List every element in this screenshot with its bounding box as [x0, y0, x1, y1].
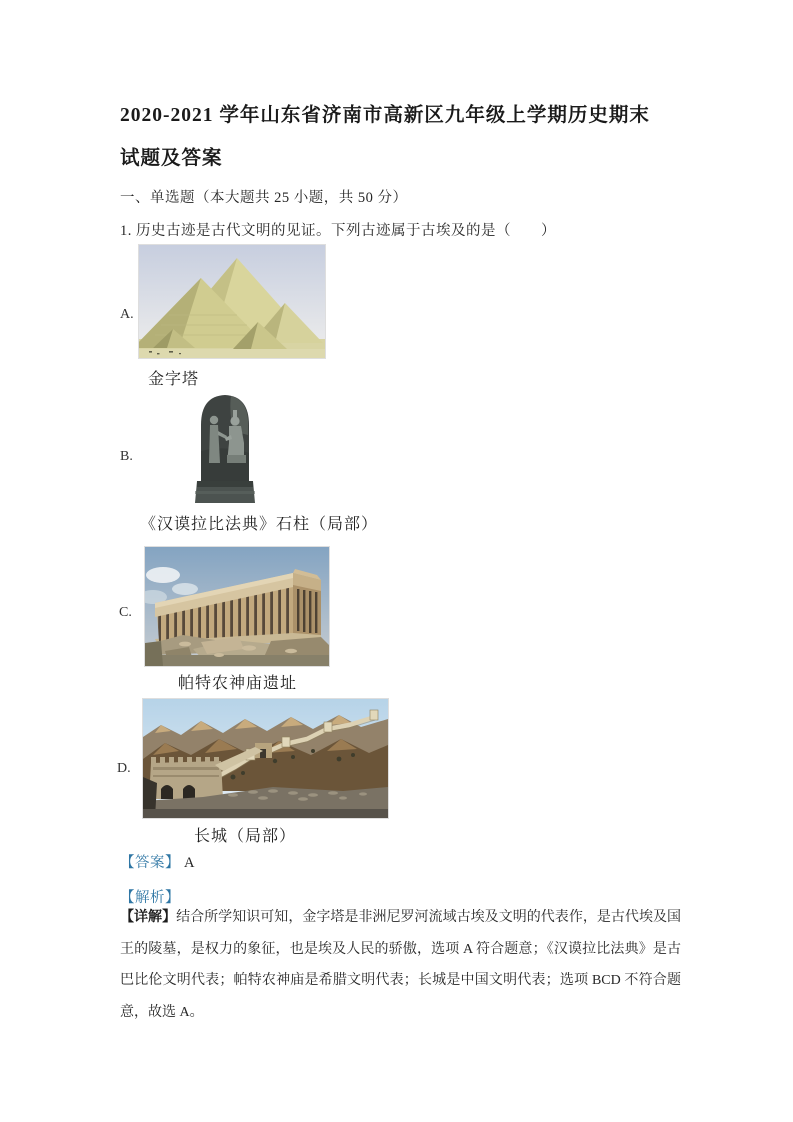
parthenon-ruins-photo	[145, 547, 329, 666]
analysis-label: 【解析】	[120, 890, 180, 906]
pyramids-photo	[139, 245, 325, 358]
option-d-caption: 长城（局部）	[194, 828, 297, 845]
option-a-caption: 金字塔	[148, 371, 200, 388]
option-c-caption: 帕特农神庙遗址	[178, 675, 298, 692]
option-b-caption: 《汉谟拉比法典》石柱（局部）	[140, 516, 379, 533]
title-line-1: 2020-2021 学年山东省济南市高新区九年级上学期历史期末	[120, 105, 650, 126]
answer-value: A	[184, 855, 195, 871]
answer-label: 【答案】	[120, 855, 180, 871]
detail-explanation	[120, 902, 681, 1028]
option-b-label: B.	[120, 449, 133, 464]
option-c-label: C.	[119, 605, 132, 620]
hammurabi-stele-photo	[186, 391, 264, 507]
title-line-2: 试题及答案	[120, 148, 223, 169]
detail-label: 【详解】	[120, 910, 177, 925]
question-text: 1. 历史古迹是古代文明的见证。下列古迹属于古埃及的是（ ）	[120, 223, 556, 239]
section-header: 一、单选题（本大题共 25 小题，共 50 分）	[120, 190, 408, 206]
page-title	[120, 94, 650, 180]
option-d-label: D.	[117, 761, 131, 776]
option-a-label: A.	[120, 307, 134, 322]
answer-line	[120, 851, 195, 872]
great-wall-photo	[143, 699, 388, 818]
detail-text: 结合所学知识可知，金字塔是非洲尼罗河流域古埃及文明的代表作，是古代埃及国王的陵墓，是权力的象征，也是埃及人民的骄傲，选项 A 符合题意；《汉谟拉比法典》是古巴比伦文明代表；帕特农神庙是希腊文明代表；长城是中国文明代表；选项 BCD 不符合题意，故选 A。	[120, 910, 682, 1020]
